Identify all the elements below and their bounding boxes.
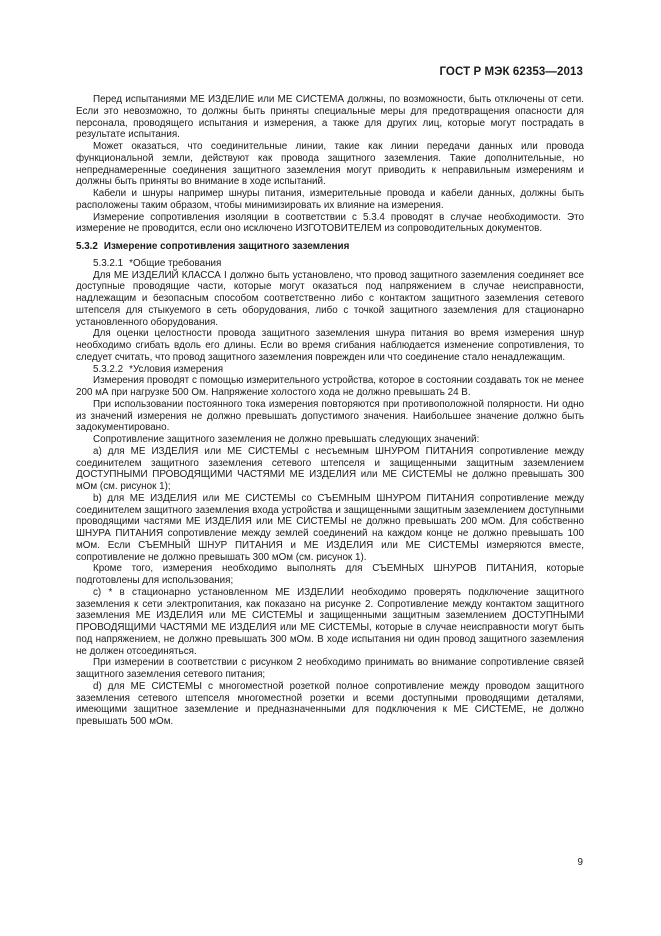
paragraph-intro-4: Измерение сопротивления изоляции в соответствии с 5.3.4 проводят в случае необходимости. Это измерение не проводится, если оно исключено ИЗГОТОВИТЕЛЕМ из сопроводительных документов. <box>76 211 584 235</box>
section-heading-5-3-2 <box>76 241 584 253</box>
page-number: 9 <box>577 857 583 868</box>
section-number: 5.3.2 <box>76 241 98 252</box>
document-body <box>76 94 584 728</box>
standard-header: ГОСТ Р МЭК 62353—2013 <box>439 66 583 78</box>
subsection-title: *Условия измерения <box>129 363 224 375</box>
subsection-number: 5.3.2.1 <box>93 257 124 269</box>
subsection-heading-5-3-2-1 <box>76 258 584 270</box>
list-item-d: d) для МЕ СИСТЕМЫ с многоместной розеткой полное сопротивление между проводом защитного заземления сетевого штепселя многоместной розетки и всеми доступными проводящими деталями, имеющими защитное заземление и предназначенными для подключения к МЕ СИСТЕМЕ, не должно превышать 500 мОм. <box>76 680 584 727</box>
paragraph-conditions-3: Сопротивление защитного заземления не должно превышать следующих значений: <box>93 434 480 445</box>
paragraph-conditions-1: Измерения проводят с помощью измерительного устройства, которое в состоянии создавать ток не менее 200 мА при нагрузке 500 Ом. Напряжение холостого хода не должно превышать 24 В. <box>76 375 584 398</box>
list-item-b: b) для МЕ ИЗДЕЛИЯ или МЕ СИСТЕМЫ со СЪЕМНЫМ ШНУРОМ ПИТАНИЯ сопротивление между соединителем защитного заземления входа устройства и защищенными защитным заземлением доступными проводящими частями МЕ ИЗДЕЛИЯ или МЕ СИСТЕМЫ не должно превышать 200 мОм. Для собственно ШНУРА ПИТАНИЯ сопротивление между землей соединений на каждом конце не должно превышать 100 мОм. Если СЪЕМНЫЙ ШНУР ПИТАНИЯ и МЕ ИЗДЕЛИЯ или МЕ СИСТЕМЫ измеряются вместе, сопротивление не должно превышать 300 мОм (см. рисунок 1). <box>76 492 584 563</box>
list-item-a: а) для МЕ ИЗДЕЛИЯ или МЕ СИСТЕМЫ с несъемным ШНУРОМ ПИТАНИЯ сопротивление между соединителем защитного заземления сетевого штепселя и защищенными защитным заземлением ДОСТУПНЫМИ ПРОВОДЯЩИМИ ЧАСТЯМИ МЕ ИЗДЕЛИЯ или МЕ СИСТЕМЫ не должно превышать 300 мОм (см. рисунок 1); <box>76 445 584 492</box>
paragraph-general-2: Для оценки целостности провода защитного заземления шнура питания во время измерения шнур необходимо сгибать вдоль его длины. Если во время сгибания наблюдается изменение сопротивления, то следует считать, что провод защитного заземления поврежден или что соединение стало ненадлежащим. <box>76 328 584 363</box>
subsection-title: *Общие требования <box>129 257 222 269</box>
section-title: Измерение сопротивления защитного заземления <box>103 241 350 252</box>
list-item-c: с) * в стационарно установленном МЕ ИЗДЕЛИИ необходимо проверять подключение защитного заземления к сети электропитания, как показано на рисунке 2. Сопротивление между контактом защитного заземления МЕ ИЗДЕЛИЯ или МЕ СИСТЕМЫ и защищенными защитным заземлением ДОСТУПНЫМИ ПРОВОДЯЩИМИ ЧАСТЯМИ МЕ ИЗДЕЛИЯ или МЕ СИСТЕМЫ, которые в случае неисправности могут быть под напряжением, не должно превышать 300 мОм. В ходе испытания ни один провод защитного заземления не должен отсоединяться. <box>76 586 584 657</box>
paragraph-conditions-2: При использовании постоянного тока измерения повторяются при противоположной полярности. Ни одно из значений измерения не должно превышать допустимого значения. Наибольшее значение должно быть задокументировано. <box>76 398 584 434</box>
subsection-heading-5-3-2-2 <box>76 364 584 376</box>
paragraph-conditions-4: Кроме того, измерения необходимо выполнять для СЪЕМНЫХ ШНУРОВ ПИТАНИЯ, которые подготовлены для использования; <box>76 563 584 586</box>
paragraph-conditions-5: При измерении в соответствии с рисунком 2 необходимо принимать во внимание сопротивление связей защитного заземления сетевого питания; <box>76 657 584 680</box>
paragraph-intro-3: Кабели и шнуры например шнуры питания, измерительные провода и кабели данных, должны быть расположены таким образом, чтобы минимизировать их влияние на измерения. <box>76 188 584 211</box>
paragraph-general-1: Для МЕ ИЗДЕЛИЙ КЛАССА I должно быть установлено, что провод защитного заземления соединяет все доступные проводящие части, которые могут оказаться под напряжением в случае неисправности, надлежащим и безопасным способом соответственно либо с контактом защитного заземления сетевого штепселя для стыкуемого в сеть оборудования, либо с точкой защитного заземления для стационарно установленного оборудования. <box>76 269 584 328</box>
subsection-number: 5.3.2.2 <box>93 363 124 375</box>
paragraph-intro-2: Может оказаться, что соединительные линии, такие как линии передачи данных или провода функциональной земли, действуют как провода защитного заземления. Такие дополнительные, но непреднамеренные соединения защитного заземления могут приводить к неправильным измерениям и должны быть приняты во внимание в ходе испытаний. <box>76 141 584 188</box>
paragraph-intro-1: Перед испытаниями МЕ ИЗДЕЛИЕ или МЕ СИСТЕМА должны, по возможности, быть отключены от сети. Если это невозможно, то должны быть приняты специальные меры для предотвращения опасности для персонала, проводящего испытания и измерения, а также для других лиц, которые могут пострадать в результате испытания. <box>76 94 584 141</box>
